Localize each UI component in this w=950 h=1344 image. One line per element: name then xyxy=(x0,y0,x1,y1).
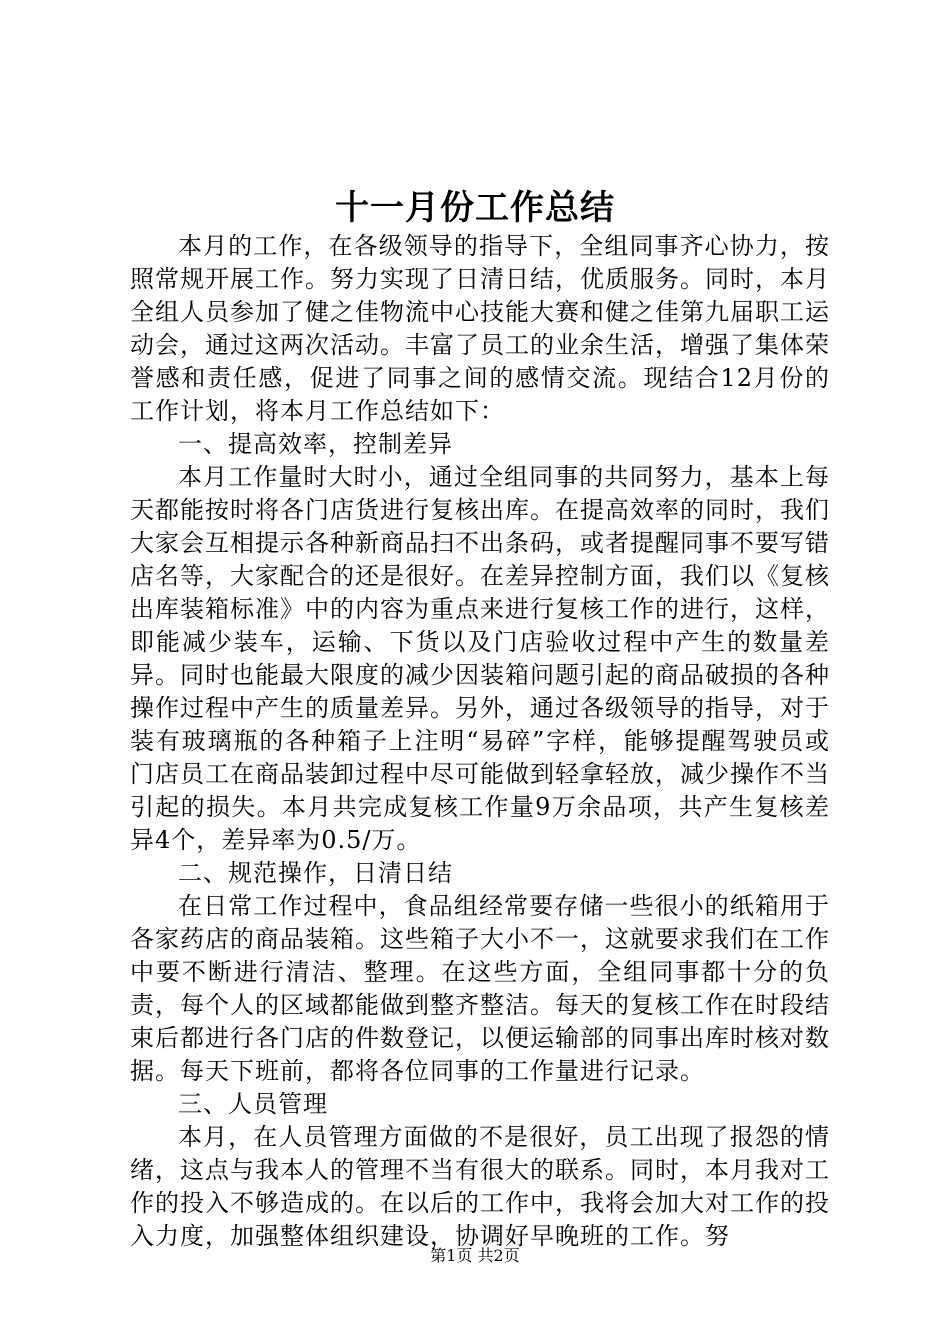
paragraph-section-3: 本月，在人员管理方面做的不是很好，员工出现了报怨的情绪，这点与我本人的管理不当有很大的联系。同时，本月我对工作的投入不够造成的。在以后的工作中，我将会加大对工作的投入力度，加强整体组织建设，协调好早晚班的工作。努 xyxy=(130,1123,830,1250)
paragraph-section-2: 在日常工作过程中，食品组经常要存储一些很小的纸箱用于各家药店的商品装箱。这些箱子大小不一，这就要求我们在工作中要不断进行清洁、整理。在这些方面，全组同事都十分的负责，每个人的区域都能做到整齐整洁。每天的复核工作在时段结束后都进行各门店的件数登记，以便运输部的同事出库时核对数据。每天下班前，都将各位同事的工作量进行记录。 xyxy=(130,892,830,1085)
paragraph-intro: 本月的工作，在各级领导的指导下，全组同事齐心协力，按照常规开展工作。努力实现了日清日结，优质服务。同时，本月全组人员参加了健之佳物流中心技能大赛和健之佳第九届职工运动会，通过这两次活动。丰富了员工的业余生活，增强了集体荣誉感和责任感，促进了同事之间的感情交流。现结合12月份的工作计划，将本月工作总结如下： xyxy=(130,232,830,425)
section-heading-1: 一、提高效率，控制差异 xyxy=(178,430,453,458)
page-footer: 第1页 共2页 xyxy=(430,1246,520,1265)
paragraph-section-1: 本月工作量时大时小，通过全组同事的共同努力，基本上每天都能按时将各门店货进行复核出库。在提高效率的同时，我们大家会互相提示各种新商品扫不出条码，或者提醒同事不要写错店名等，大家配合的还是很好。在差异控制方面，我们以《复核出库装箱标准》中的内容为重点来进行复核工作的进行，这样，即能减少装车，运输、下货以及门店验收过程中产生的数量差异。同时也能最大限度的减少因装箱问题引起的商品破损的各种操作过程中产生的质量差异。另外，通过各级领导的指导，对于装有玻璃瓶的各种箱子上注明“易碎”字样，能够提醒驾驶员或门店员工在商品装卸过程中尽可能做到轻拿轻放，减少操作不当引起的损失。本月共完成复核工作量9万余品项，共产生复核差异4个，差异率为0.5/万。 xyxy=(130,463,830,854)
section-heading-2: 二、规范操作，日清日结 xyxy=(178,859,453,887)
document-title: 十一月份工作总结 xyxy=(335,188,615,228)
document-body xyxy=(130,230,830,1253)
section-heading-3: 三、人员管理 xyxy=(178,1090,328,1118)
